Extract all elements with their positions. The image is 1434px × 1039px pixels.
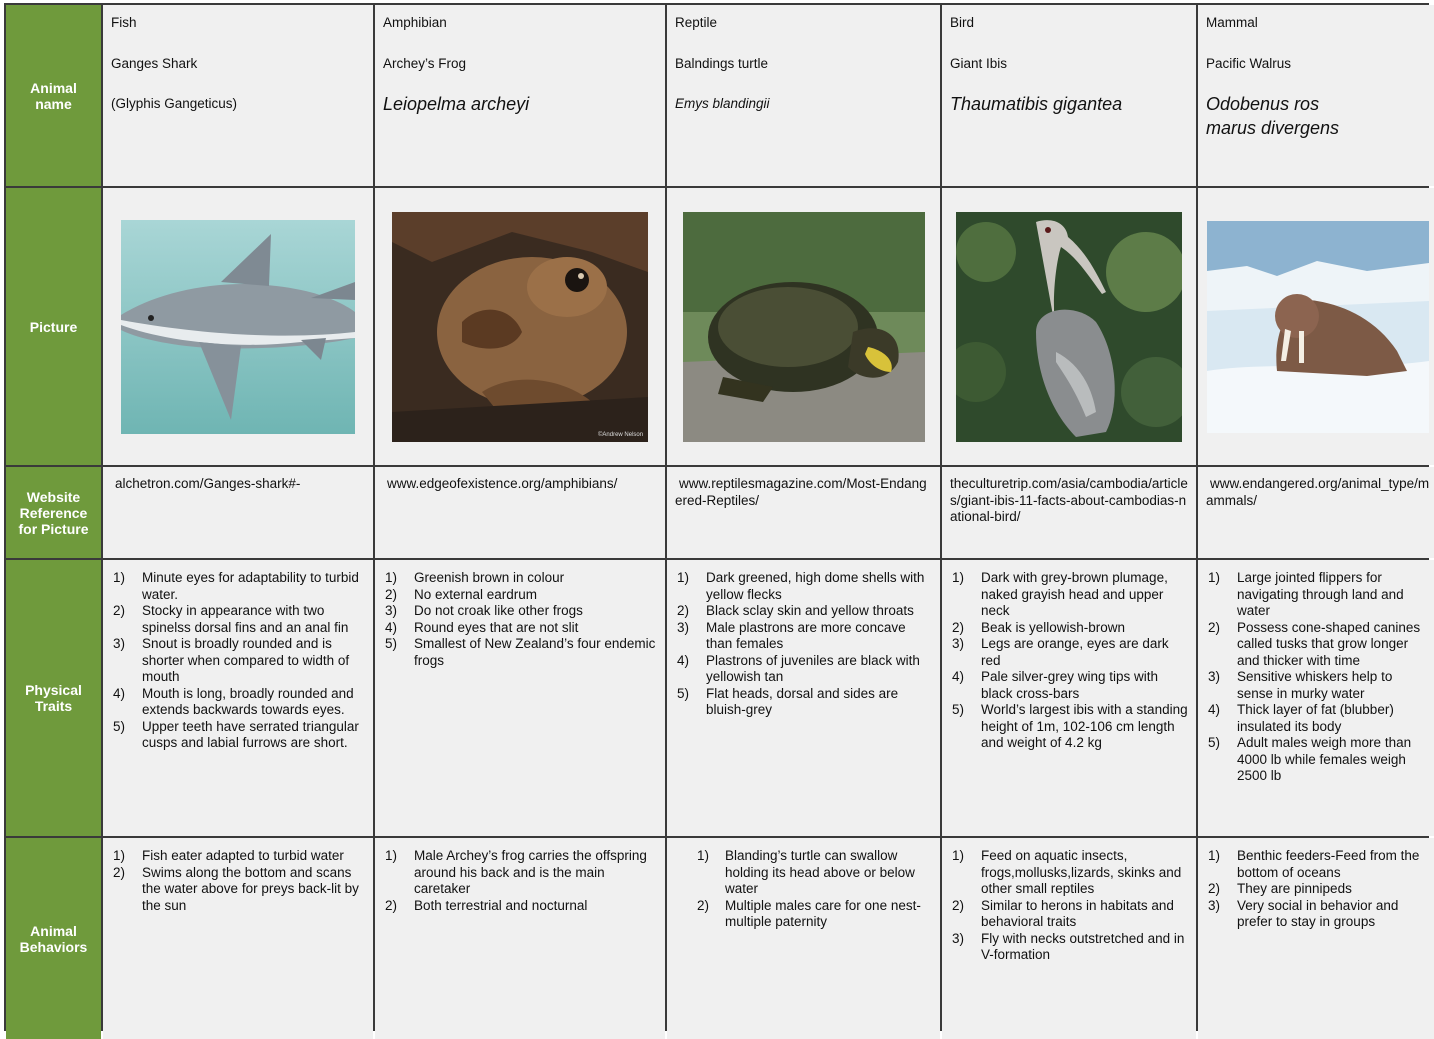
list-text: Mouth is long, broadly rounded and extends backwards towards eyes. <box>142 685 354 717</box>
list-text: Thick layer of fat (blubber) insulated its body <box>1237 702 1394 734</box>
list-item <box>675 570 932 603</box>
scientific-name: Leiopelma archeyi <box>383 94 530 114</box>
list-item <box>950 931 1188 964</box>
common-name: Balndings turtle <box>675 55 769 71</box>
animal-class: Amphibian <box>383 15 447 30</box>
list-item <box>383 898 657 915</box>
list-number: 4) <box>113 685 126 701</box>
list-item <box>111 865 365 915</box>
list-item <box>111 636 365 686</box>
list-number: 1) <box>1208 848 1221 863</box>
list-text: Similar to herons in habitats and behavioral traits <box>981 897 1174 929</box>
picture-cell-reptile <box>667 188 940 465</box>
common-name: Giant Ibis <box>950 55 1008 71</box>
list-number: 1) <box>697 848 710 863</box>
traits-mammal <box>1198 560 1434 836</box>
traits-amphibian <box>375 560 665 836</box>
reference-mammal: www.endangered.org/animal_type/mammals/ <box>1198 467 1434 558</box>
turtle-photo <box>683 212 925 442</box>
list-number: 4) <box>677 652 690 668</box>
list-number: 1) <box>113 848 126 863</box>
list-item <box>1206 669 1430 702</box>
list-item <box>1206 735 1430 785</box>
list-number: 1) <box>952 570 965 585</box>
shark-photo <box>121 220 355 434</box>
picture-cell-mammal <box>1198 188 1434 465</box>
list-number: 5) <box>1208 735 1221 750</box>
list-number: 2) <box>385 897 398 913</box>
frog-photo <box>392 212 648 442</box>
scientific-name: Emys blandingii <box>675 96 770 111</box>
list-number: 2) <box>113 864 126 880</box>
behaviors-fish <box>103 838 373 1039</box>
list-item <box>950 702 1188 752</box>
list-number: 1) <box>385 570 398 585</box>
list-number: 2) <box>677 603 690 618</box>
list-number: 3) <box>113 636 126 651</box>
list-item <box>950 620 1188 637</box>
row-header-physical-traits: Physical Traits <box>6 560 101 836</box>
list-text: Smallest of New Zealand’s four endemic frogs <box>414 636 656 668</box>
list-text: Benthic feeders-Feed from the bottom of oceans <box>1237 848 1420 880</box>
list-number: 5) <box>677 685 690 701</box>
behaviors-amphibian <box>375 838 665 1039</box>
list-number: 3) <box>952 930 965 946</box>
animal-class: Bird <box>950 15 975 30</box>
list-number: 5) <box>113 718 126 734</box>
list-number: 4) <box>952 669 965 684</box>
list-text: Very social in behavior and prefer to stay in groups <box>1237 897 1399 929</box>
behaviors-bird <box>942 838 1196 1039</box>
list-text: Do not croak like other frogs <box>414 603 583 618</box>
reference-fish: alchetron.com/Ganges-shark#- <box>103 467 373 558</box>
list-item <box>383 603 657 620</box>
list-number: 5) <box>385 636 398 651</box>
list-text: No external eardrum <box>414 586 538 602</box>
row-header-picture: Picture <box>6 188 101 465</box>
list-text: Both terrestrial and nocturnal <box>414 897 588 913</box>
list-number: 2) <box>952 897 965 913</box>
svg-text:©Andrew Nelson: ©Andrew Nelson <box>598 431 644 438</box>
list-number: 2) <box>1208 881 1221 896</box>
list-item <box>675 620 932 653</box>
list-text: Snout is broadly rounded and is shorter when compared to width of mouth <box>142 636 350 684</box>
list-text: Multiple males care for one nest-multiple paternity <box>725 897 921 929</box>
reference-amphibian: www.edgeofexistence.org/amphibians/ <box>375 467 665 558</box>
list-text: Fly with necks outstretched and in V-formation <box>981 930 1185 962</box>
list-text: Beak is yellowish-brown <box>981 619 1126 635</box>
name-cell-fish <box>103 5 373 186</box>
name-cell-reptile <box>667 5 940 186</box>
list-number: 1) <box>677 570 690 585</box>
row-header-animal-behaviors: Animal Behaviors <box>6 838 101 1039</box>
list-number: 2) <box>113 603 126 618</box>
list-number: 1) <box>1208 570 1221 585</box>
list-item <box>1206 570 1430 620</box>
list-item <box>111 570 365 603</box>
scientific-name: (Glyphis Gangeticus) <box>111 96 238 111</box>
animal-table <box>4 3 1429 1031</box>
traits-bird <box>942 560 1196 836</box>
common-name: Pacific Walrus <box>1206 55 1292 71</box>
ibis-photo <box>956 212 1182 442</box>
list-text: Fish eater adapted to turbid water <box>142 848 344 863</box>
reference-reptile: www.reptilesmagazine.com/Most-Endangered-Reptiles/ <box>667 467 940 558</box>
list-item <box>1206 702 1430 735</box>
list-item <box>383 587 657 604</box>
list-number: 5) <box>952 702 965 717</box>
list-item <box>950 636 1188 669</box>
list-item <box>950 570 1188 620</box>
list-text: Legs are orange, eyes are dark red <box>981 636 1169 668</box>
list-text: Adult males weigh more than 4000 lb while females weigh 2500 lb <box>1237 735 1412 783</box>
animal-class: Mammal <box>1206 15 1258 30</box>
list-number: 2) <box>1208 619 1221 635</box>
list-item <box>383 848 657 898</box>
scientific-name: Thaumatibis gigantea <box>950 94 1123 114</box>
list-number: 1) <box>113 570 126 585</box>
list-number: 2) <box>952 619 965 635</box>
common-name: Archey’s Frog <box>383 55 467 71</box>
list-item <box>383 570 657 587</box>
behaviors-mammal <box>1198 838 1434 1039</box>
list-item <box>675 653 932 686</box>
list-item <box>111 603 365 636</box>
list-text: Pale silver-grey wing tips with black cross-bars <box>981 669 1159 701</box>
list-number: 3) <box>385 603 398 618</box>
list-number: 4) <box>385 619 398 635</box>
list-item <box>111 848 365 865</box>
list-text: Stocky in appearance with two spinelss dorsal fins and an anal fin <box>142 603 349 635</box>
list-number: 4) <box>1208 702 1221 717</box>
picture-cell-bird <box>942 188 1196 465</box>
list-text: Black sclay skin and yellow throats <box>706 603 914 618</box>
list-text: Dark greened, high dome shells with yellow flecks <box>706 570 925 602</box>
list-number: 3) <box>677 619 690 635</box>
list-item <box>1206 881 1430 898</box>
list-text: World’s largest ibis with a standing height of 1m, 102-106 cm length and weight of 4.2 kg <box>981 702 1188 750</box>
list-item <box>950 898 1188 931</box>
list-number: 3) <box>1208 669 1221 684</box>
name-cell-bird <box>942 5 1196 186</box>
animal-class: Reptile <box>675 15 718 30</box>
list-item <box>1206 848 1430 881</box>
list-item <box>675 603 932 620</box>
list-number: 3) <box>952 636 965 651</box>
list-text: Large jointed flippers for navigating through land and water <box>1237 570 1404 618</box>
list-number: 1) <box>385 848 398 863</box>
list-text: Male plastrons are more concave than females <box>706 619 906 651</box>
traits-fish <box>103 560 373 836</box>
list-item <box>383 636 657 669</box>
list-item <box>950 669 1188 702</box>
list-text: Swims along the bottom and scans the water above for preys back-lit by the sun <box>142 864 359 913</box>
common-name: Ganges Shark <box>111 55 198 71</box>
list-text: Blanding’s turtle can swallow holding its head above or below water <box>725 848 915 896</box>
list-item <box>675 898 932 931</box>
list-text: Round eyes that are not slit <box>414 619 579 635</box>
row-header-animal-name: Animal name <box>6 5 101 186</box>
list-item <box>1206 620 1430 670</box>
row-header-website: Website Reference for Picture <box>6 467 101 558</box>
list-item <box>111 686 365 719</box>
list-text: They are pinnipeds <box>1237 881 1352 896</box>
list-number: 3) <box>1208 897 1221 913</box>
list-number: 1) <box>952 848 965 863</box>
list-text: Male Archey’s frog carries the offspring around his back and is the main caretaker <box>414 848 647 896</box>
reference-bird: theculturetrip.com/asia/cambodia/articles/giant-ibis-11-facts-about-cambodias-national-bird/ <box>942 467 1196 558</box>
list-text: Plastrons of juveniles are black with yellowish tan <box>706 652 920 684</box>
picture-cell-amphibian <box>375 188 665 465</box>
list-text: Sensitive whiskers help to sense in murky water <box>1237 669 1393 701</box>
list-item <box>383 620 657 637</box>
behaviors-reptile <box>667 838 940 1039</box>
list-text: Dark with grey-brown plumage, naked grayish head and upper neck <box>981 570 1168 618</box>
list-item <box>675 848 932 898</box>
list-text: Feed on aquatic insects, frogs,mollusks,lizards, skinks and other small reptiles <box>981 848 1182 896</box>
list-text: Possess cone-shaped canines called tusks that grow longer and thicker with time <box>1237 619 1421 668</box>
traits-reptile <box>667 560 940 836</box>
scientific-name: Odobenus ros marus divergens <box>1206 94 1340 138</box>
picture-cell-fish <box>103 188 373 465</box>
animal-class: Fish <box>111 15 137 30</box>
walrus-photo <box>1207 221 1429 433</box>
name-cell-mammal <box>1198 5 1434 186</box>
name-cell-amphibian <box>375 5 665 186</box>
list-text: Greenish brown in colour <box>414 570 565 585</box>
list-text: Flat heads, dorsal and sides are bluish-grey <box>706 685 899 717</box>
list-text: Upper teeth have serrated triangular cusps and labial furrows are short. <box>142 718 359 750</box>
list-item <box>675 686 932 719</box>
list-text: Minute eyes for adaptability to turbid water. <box>142 570 359 602</box>
list-item <box>950 848 1188 898</box>
list-number: 2) <box>385 586 398 602</box>
list-item <box>111 719 365 752</box>
list-item <box>1206 898 1430 931</box>
list-number: 2) <box>697 897 710 913</box>
